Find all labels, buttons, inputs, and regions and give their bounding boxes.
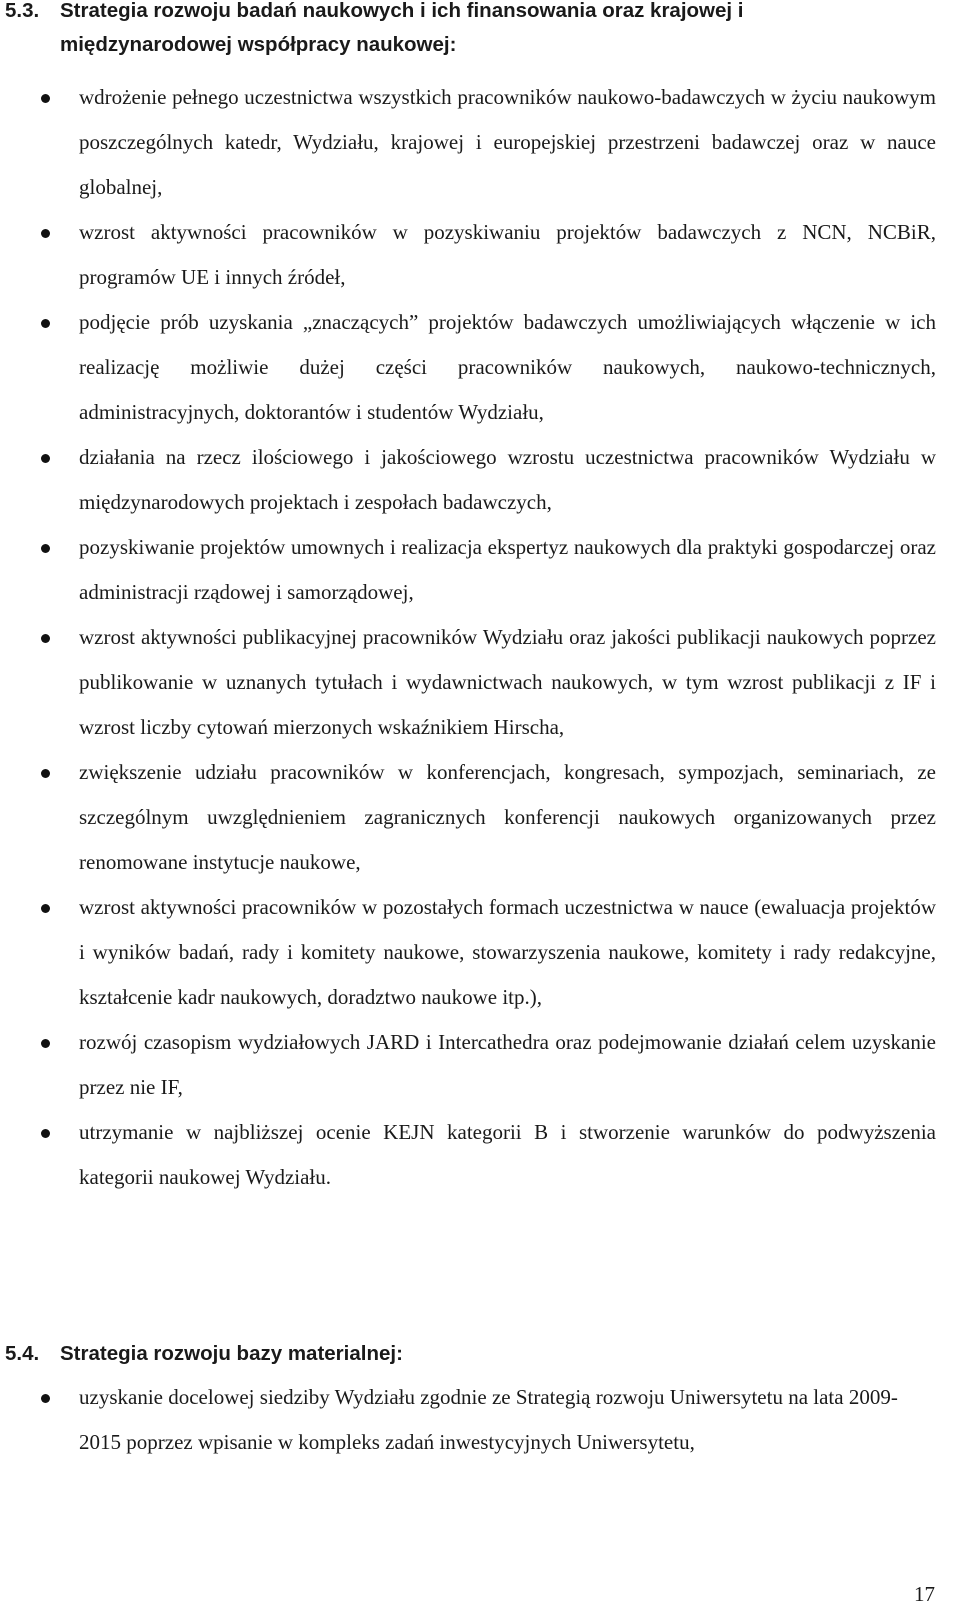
bullet-icon <box>41 904 50 913</box>
list-item <box>0 525 936 615</box>
bullet-icon <box>41 229 50 238</box>
list-item <box>0 435 936 525</box>
section-title-line1: Strategia rozwoju badań naukowych i ich finansowania oraz krajowej i <box>60 0 744 22</box>
list-item <box>0 210 936 300</box>
list-item-text: wzrost aktywności publikacyjnej pracowników Wydziału oraz jakości publikacji naukowych poprzez publikowanie w uznanych tytułach i wydawnictwach naukowych, w tym wzrost publikacji z IF i wzrost liczby cytowań mierzonych wskaźnikiem Hirscha, <box>79 625 936 739</box>
bullet-icon <box>41 769 50 778</box>
list-item <box>0 1110 936 1200</box>
list-item-text: wdrożenie pełnego uczestnictwa wszystkich pracowników naukowo-badawczych w życiu naukowym poszczególnych katedr, Wydziału, krajowej i europejskiej przestrzeni badawczej oraz w nauce globalnej, <box>79 85 936 199</box>
list-item-text: działania na rzecz ilościowego i jakościowego wzrostu uczestnictwa pracowników Wydziału w międzynarodowych projektach i zespołach badawczych, <box>79 445 936 514</box>
list-item <box>0 1375 936 1465</box>
list-item-text: rozwój czasopism wydziałowych JARD i Intercathedra oraz podejmowanie działań celem uzyskanie przez nie IF, <box>79 1030 936 1099</box>
list-item <box>0 885 936 1020</box>
bullet-icon <box>41 544 50 553</box>
section-title-line2: międzynarodowej współpracy naukowej: <box>60 33 457 56</box>
bullet-icon <box>41 319 50 328</box>
bullet-icon <box>41 634 50 643</box>
list-item-text: podjęcie prób uzyskania „znaczących” projektów badawczych umożliwiających włączenie w ich realizację możliwie dużej części pracowników naukowych, naukowo-technicznych, administracyjnych, doktorantów i studentów Wydziału, <box>79 310 936 424</box>
section-5-4-list <box>0 1375 960 1465</box>
section-number: 5.4. <box>5 1342 40 1365</box>
section-number: 5.3. <box>5 0 40 22</box>
section-heading-5-4 <box>5 1337 940 1371</box>
list-item-text: zwiększenie udziału pracowników w konferencjach, kongresach, sympozjach, seminariach, ze szczególnym uwzględnieniem zagranicznych konferencji naukowych organizowanych przez renomowane instytucje naukowe, <box>79 760 936 874</box>
list-item <box>0 75 936 210</box>
page-number: 17 <box>914 1582 935 1606</box>
list-item-text: wzrost aktywności pracowników w pozyskiwaniu projektów badawczych z NCN, NCBiR, programów UE i innych źródeł, <box>79 220 936 289</box>
list-item-text: utrzymanie w najbliższej ocenie KEJN kategorii B i stworzenie warunków do podwyższenia kategorii naukowej Wydziału. <box>79 1120 936 1189</box>
bullet-icon <box>41 1394 50 1403</box>
list-item-text: uzyskanie docelowej siedziby Wydziału zgodnie ze Strategią rozwoju Uniwersytetu na lata 2009-2015 poprzez wpisanie w kompleks zadań inwestycyjnych Uniwersytetu, <box>79 1385 898 1454</box>
section-title-line1: Strategia rozwoju bazy materialnej: <box>60 1342 403 1365</box>
list-item-text: wzrost aktywności pracowników w pozostałych formach uczestnictwa w nauce (ewaluacja projektów i wyników badań, rady i komitety naukowe, stowarzyszenia naukowe, komitety i rady redakcyjne, kształcenie kadr naukowych, doradztwo naukowe itp.), <box>79 895 936 1009</box>
bullet-icon <box>41 1039 50 1048</box>
list-item <box>0 300 936 435</box>
section-heading-5-3 <box>5 0 940 62</box>
list-item-text: pozyskiwanie projektów umownych i realizacja ekspertyz naukowych dla praktyki gospodarczej oraz administracji rządowej i samorządowej, <box>79 535 936 604</box>
list-item <box>0 1020 936 1110</box>
list-item <box>0 750 936 885</box>
list-item <box>0 615 936 750</box>
bullet-icon <box>41 94 50 103</box>
bullet-icon <box>41 1129 50 1138</box>
section-5-3-list <box>0 75 960 1200</box>
bullet-icon <box>41 454 50 463</box>
